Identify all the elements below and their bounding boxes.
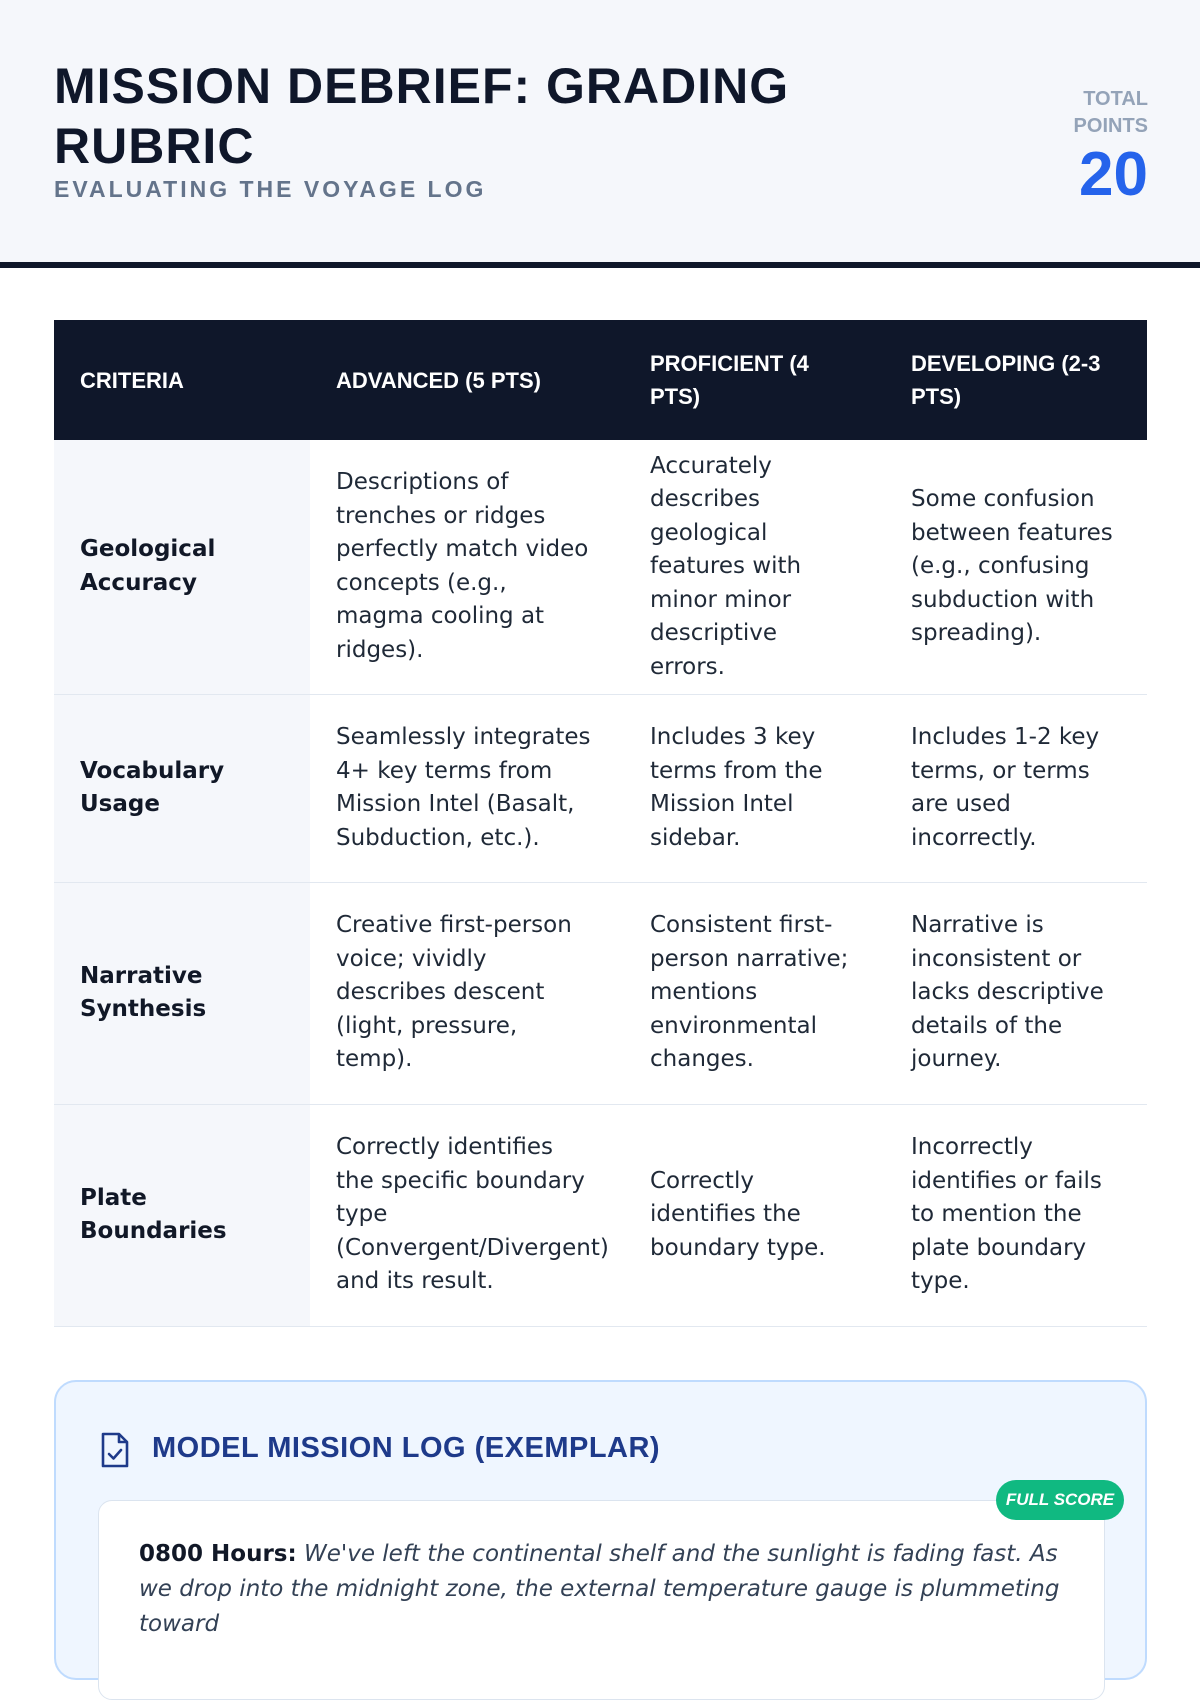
proficient-cell: Consistent first-person narrative; mentions environmental changes. (624, 882, 885, 1104)
criteria-cell: Plate Boundaries (54, 1104, 310, 1326)
exemplar-log-time: 0800 Hours: (139, 1541, 297, 1567)
criteria-cell: Vocabulary Usage (54, 694, 310, 882)
criteria-cell: Geological Accuracy (54, 440, 310, 694)
exemplar-title: MODEL MISSION LOG (EXEMPLAR) (152, 1432, 661, 1464)
table-row (54, 882, 1147, 1104)
advanced-cell: Creative first-person voice; vividly describes descent (light, pressure, temp). (310, 882, 624, 1104)
table-row (54, 440, 1147, 694)
column-header-advanced: ADVANCED (5 PTS) (310, 320, 624, 440)
full-score-badge: FULL SCORE (996, 1480, 1124, 1520)
exemplar-log-body: We've left the continental shelf and the sunlight is fading fast. As we drop into the midnight zone, the external temperature gauge is plummeting toward (139, 1541, 1060, 1637)
advanced-cell: Descriptions of trenches or ridges perfectly match video concepts (e.g., magma cooling at ridges). (310, 440, 624, 694)
column-header-criteria: CRITERIA (54, 320, 310, 440)
developing-cell: Incorrectly identifies or fails to mention the plate boundary type. (885, 1104, 1147, 1326)
total-points-label: TOTAL POINTS (1073, 88, 1148, 137)
table-row (54, 1104, 1147, 1326)
exemplar-panel (54, 1380, 1147, 1680)
column-header-proficient: PROFICIENT (4 PTS) (624, 320, 885, 440)
proficient-cell: Accurately describes geological features with minor minor descriptive errors. (624, 440, 885, 694)
exemplar-card (98, 1500, 1105, 1700)
exemplar-log-text (139, 1537, 1069, 1642)
table-row (54, 694, 1147, 882)
total-points-value: 20 (1079, 140, 1148, 209)
document-check-icon (100, 1432, 130, 1468)
criteria-cell: Narrative Synthesis (54, 882, 310, 1104)
developing-cell: Narrative is inconsistent or lacks descriptive details of the journey. (885, 882, 1147, 1104)
column-header-developing: DEVELOPING (2-3 PTS) (885, 320, 1147, 440)
page-header (0, 0, 1200, 268)
advanced-cell: Correctly identifies the specific boundary type (Convergent/Divergent) and its result. (310, 1104, 624, 1326)
developing-cell: Some confusion between features (e.g., confusing subduction with spreading). (885, 440, 1147, 694)
proficient-cell: Includes 3 key terms from the Mission Intel sidebar. (624, 694, 885, 882)
rubric-table (54, 320, 1147, 1327)
proficient-cell: Correctly identifies the boundary type. (624, 1104, 885, 1326)
page-subtitle: EVALUATING THE VOYAGE LOG (54, 176, 487, 202)
advanced-cell: Seamlessly integrates 4+ key terms from Mission Intel (Basalt, Subduction, etc.). (310, 694, 624, 882)
developing-cell: Includes 1-2 key terms, or terms are used incorrectly. (885, 694, 1147, 882)
table-header-row (54, 320, 1147, 440)
page-title: MISSION DEBRIEF: GRADING RUBRIC (54, 58, 790, 174)
